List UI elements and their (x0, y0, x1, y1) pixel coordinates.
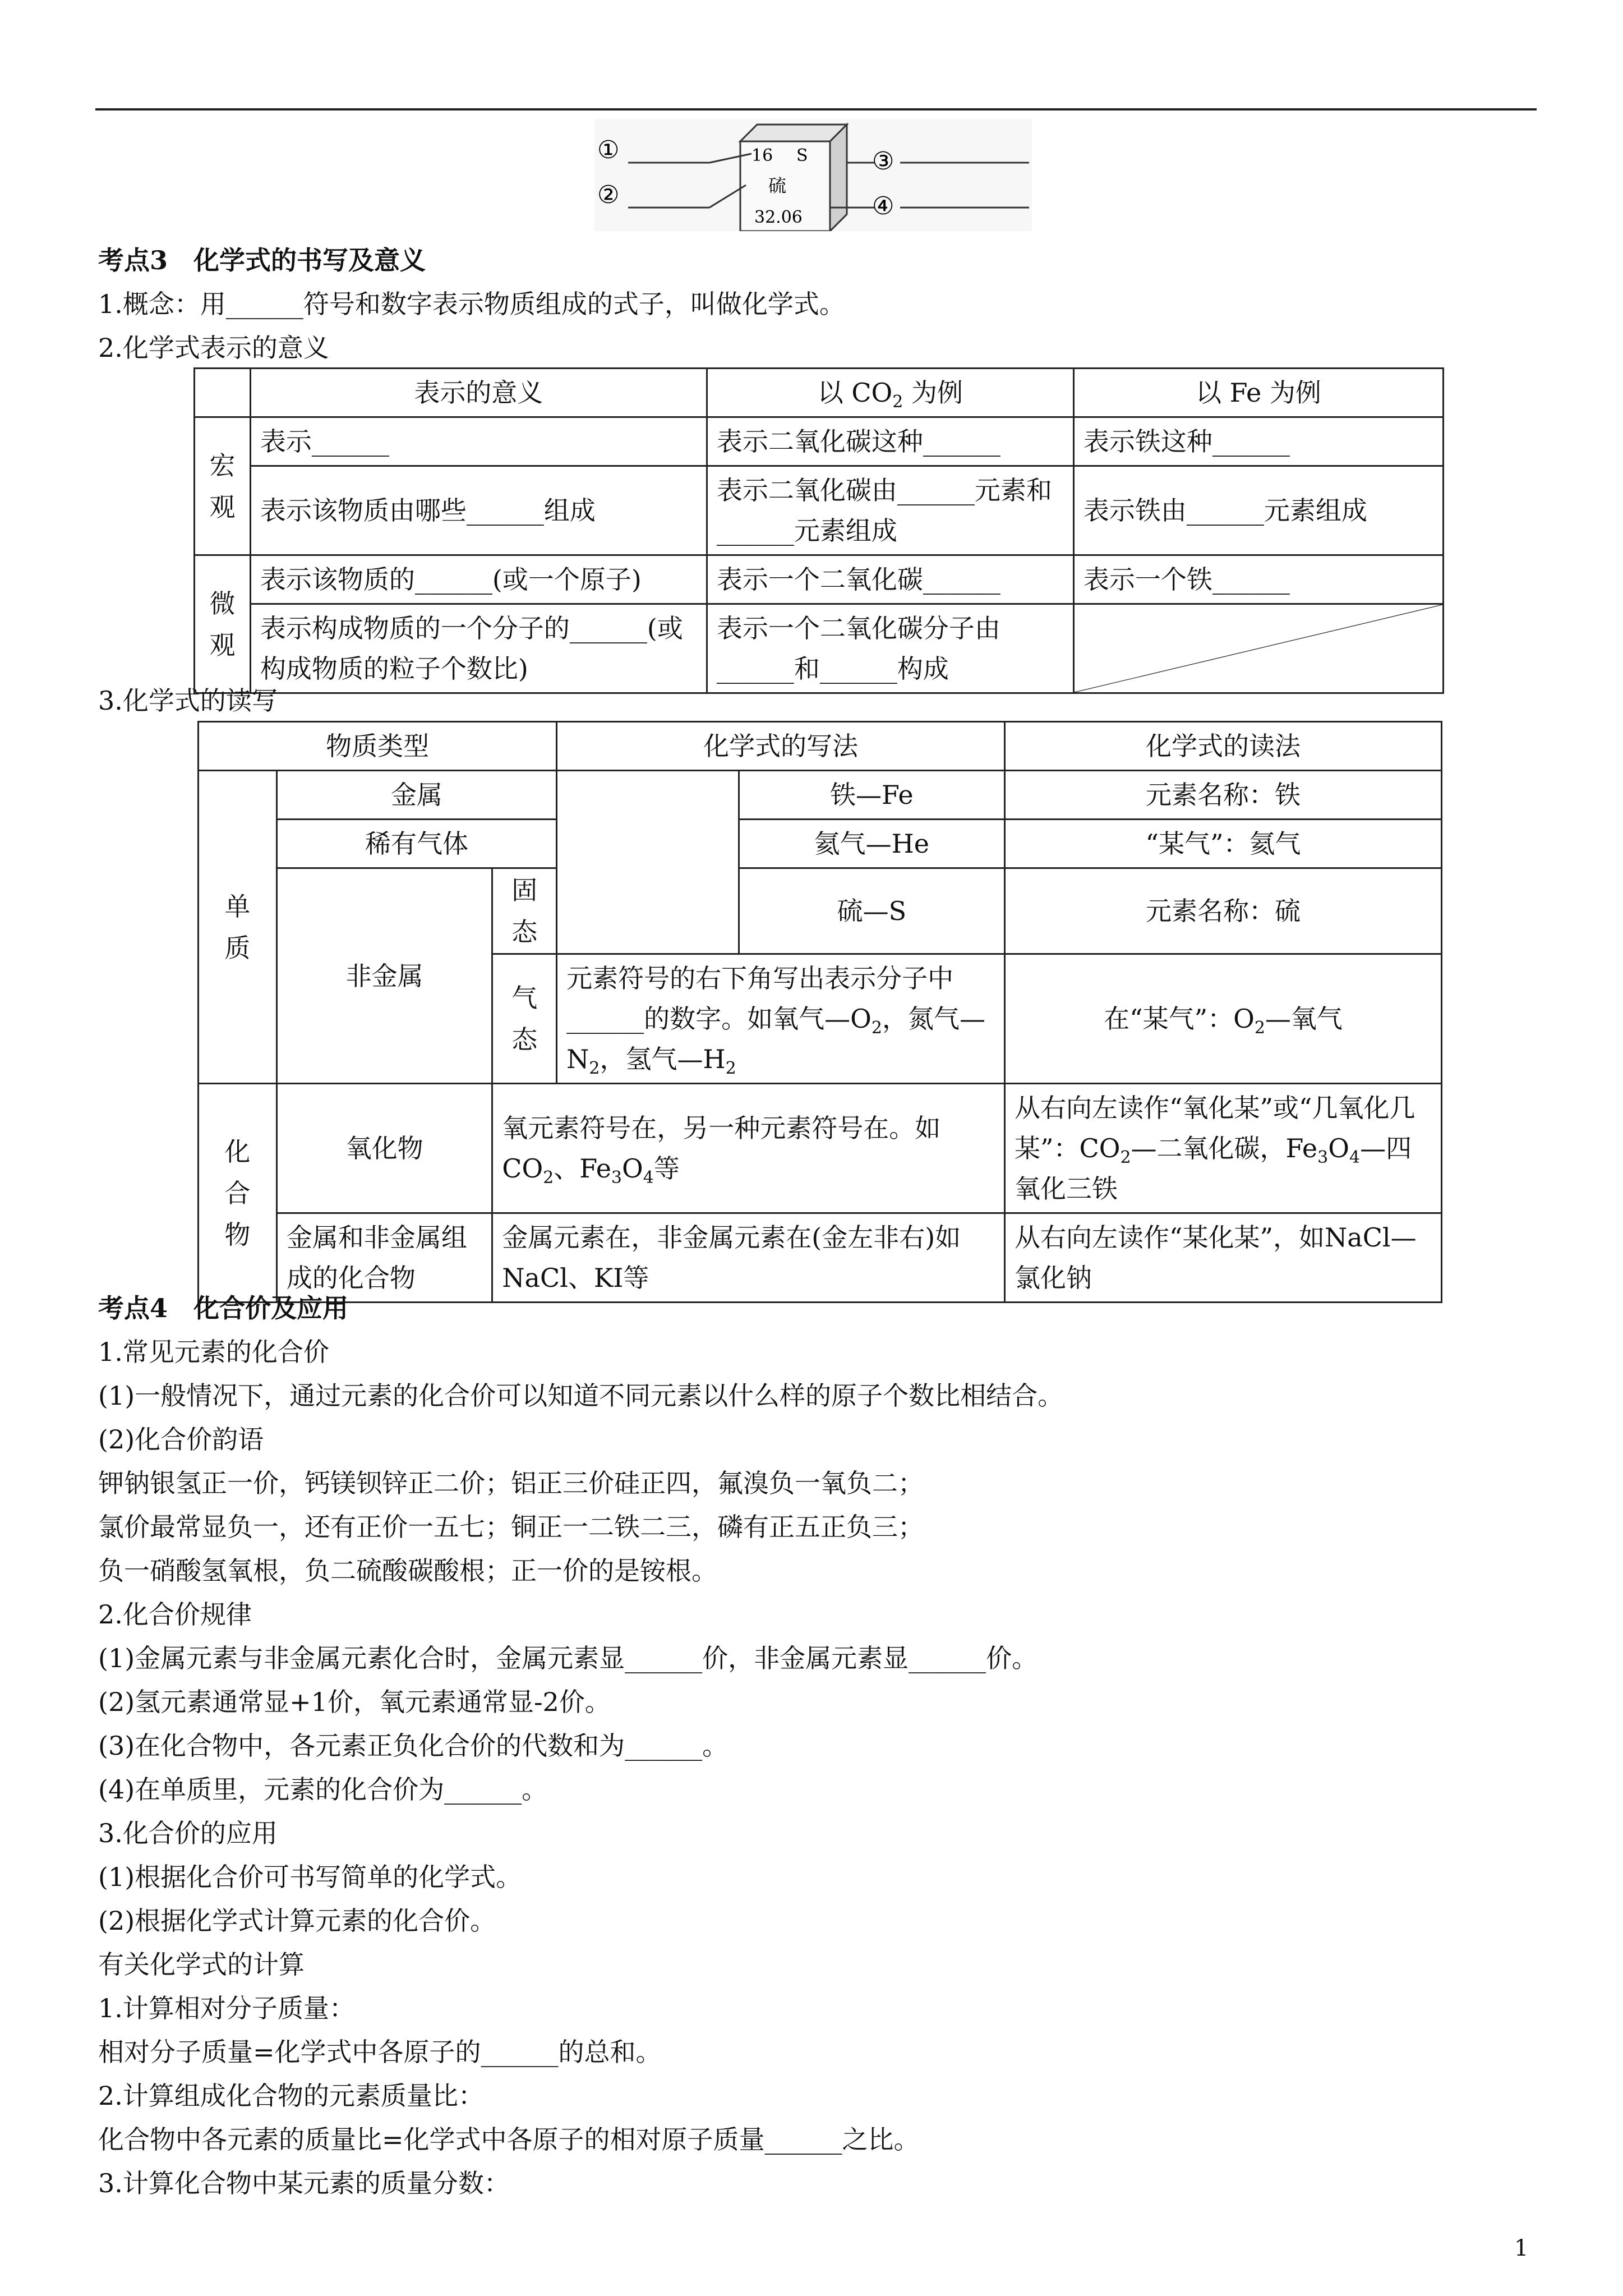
section4-line: 3.化合价的应用 (98, 1818, 278, 1848)
table-cell: 元素名称：硫 (1005, 868, 1442, 954)
table-cell: 元素符号的右下角写出表示分子中______的数字。如氧气$—O_2$，氮气$—N_2$，氢气$—H_2$ (557, 954, 1005, 1084)
page-number: 1 (1514, 2235, 1529, 2261)
meaning-table (193, 367, 1444, 694)
table-row (195, 417, 1444, 466)
table-cell: 金属和非金属组成的化合物 (276, 1213, 492, 1303)
section4-title: 考点4 化合价及应用 (98, 1293, 349, 1323)
section4-line: 氯价最常显负一，还有正价一五七；铜正一二铁二三，磷有正五正负三； (98, 1512, 924, 1542)
readwrite-table (197, 721, 1442, 1303)
table-cell: 铁—Fe (739, 771, 1004, 820)
table-cell: 从右向左读作“氧化某”或“几氧化几某”：$CO_2—$二氧化碳，$Fe_3O_4—$四氧化三铁 (1005, 1084, 1442, 1213)
header-write: 化学式的写法 (557, 722, 1005, 771)
section4-line: 2.化合价规律 (98, 1599, 252, 1630)
section4-line: (2)化合价韵语 (98, 1424, 264, 1455)
meaning-table-header (195, 369, 1444, 417)
header-meaning: 表示的意义 (250, 369, 707, 417)
section4-line: (1)根据化合价可书写简单的化学式。 (98, 1862, 522, 1892)
figure-label-1: ① (597, 136, 620, 164)
sulfur-element-figure (594, 119, 1032, 231)
table-cell: 表示该物质的______(或一个原子) (250, 555, 707, 604)
section4-line: (2)根据化学式计算元素的化合价。 (98, 1906, 496, 1936)
header-fe: 以 Fe 为例 (1073, 369, 1443, 417)
section4-line: 化合物中各元素的质量比=化学式中各原子的相对原子质量______之比。 (98, 2124, 920, 2155)
table-cell: 元素名称：铁 (1005, 771, 1442, 820)
table-cell: 金属 (276, 771, 556, 820)
table-cell: 表示一个铁______ (1073, 555, 1443, 604)
section4-line: (3)在化合物中，各元素正负化合价的代数和为______。 (98, 1731, 728, 1761)
micro-label: 微 观 (195, 555, 251, 693)
figure-symbol: S (796, 146, 808, 165)
table-cell: 表示二氧化碳由______元素和______元素组成 (707, 466, 1073, 555)
section4-line: 负一硝酸氢氧根，负二硫酸碳酸根；正一价的是铵根。 (98, 1556, 717, 1586)
figure-label-2: ② (597, 181, 620, 209)
section4-line: 1.计算相对分子质量： (98, 1993, 355, 2023)
table-cell: 表示构成物质的一个分子的______(或构成物质的粒子个数比) (250, 604, 707, 693)
figure-mass: 32.06 (754, 208, 803, 227)
table-cell: 表示铁由______元素组成 (1073, 466, 1443, 555)
table-cell: 表示二氧化碳这种______ (707, 417, 1073, 466)
gas-label: 气 态 (492, 954, 557, 1084)
figure-atomic-number: 16 (751, 146, 773, 165)
readwrite-header (199, 722, 1442, 771)
header-rule (95, 108, 1537, 111)
table-cell: 氧元素符号在，另一种元素符号在。如$CO_2$、$Fe_3O_4$等 (492, 1084, 1005, 1213)
section3-title: 考点3 化学式的书写及意义 (98, 245, 426, 275)
section4-line: 3.计算化合物中某元素的质量分数： (98, 2168, 510, 2198)
solid-label: 固 态 (492, 868, 557, 954)
section3-concept: 1.概念：用______符号和数字表示物质组成的式子，叫做化学式。 (98, 289, 845, 319)
table-cell: 从右向左读作“某化某”，如NaCl—氯化钠 (1005, 1213, 1442, 1303)
table-row (199, 868, 1442, 954)
section3-readwrite-heading: 3.化学式的读写 (98, 685, 278, 716)
section4-line: 2.计算组成化合物的元素质量比： (98, 2081, 484, 2111)
section4-line: 1.常见元素的化合价 (98, 1337, 329, 1367)
macro-label: 宏 观 (195, 417, 251, 555)
table-row (199, 1084, 1442, 1213)
section4-line: (1)一般情况下，通过元素的化合价可以知道不同元素以什么样的原子个数比相结合。 (98, 1381, 1064, 1411)
header-type: 物质类型 (199, 722, 557, 771)
table-cell: 氦气—He (739, 820, 1004, 868)
table-cell: 表示一个二氧化碳分子由______和______构成 (707, 604, 1073, 693)
figure-name: 硫 (768, 175, 787, 196)
section4-line: (4)在单质里，元素的化合价为______。 (98, 1774, 548, 1805)
section4-line: (1)金属元素与非金属元素化合时，金属元素显______价，非金属元素显______价。 (98, 1643, 1038, 1673)
simple-substance-label: 单 质 (199, 771, 277, 1084)
section4-line: (2)氢元素通常显+1价，氧元素通常显-2价。 (98, 1687, 611, 1717)
table-cell: 表示铁这种______ (1073, 417, 1443, 466)
compound-label: 化 合 物 (199, 1084, 277, 1303)
table-cell: 金属元素在，非金属元素在(金左非右)如NaCl、KI等 (492, 1213, 1005, 1303)
header-co2: 以 $CO_2$ 为例 (707, 369, 1073, 417)
table-cell: 表示一个二氧化碳______ (707, 555, 1073, 604)
section4-line: 相对分子质量=化学式中各原子的______的总和。 (98, 2037, 662, 2067)
table-cell: 在“某气”：$O_2—$氧气 (1005, 954, 1442, 1084)
figure-label-3: ③ (872, 147, 895, 176)
header-read: 化学式的读法 (1005, 722, 1442, 771)
table-cell: 表示该物质由哪些______组成 (250, 466, 707, 555)
table-cell: 硫—S (739, 868, 1004, 954)
section4-line: 钾钠银氢正一价，钙镁钡锌正二价；铝正三价硅正四，氟溴负一氧负二； (98, 1468, 924, 1498)
table-row (199, 820, 1442, 868)
table-cell: 稀有气体 (276, 820, 556, 868)
table-cell: 氧化物 (276, 1084, 492, 1213)
table-cell: 表示______ (250, 417, 707, 466)
section4-line: 有关化学式的计算 (98, 1949, 305, 1980)
table-cell: 非金属 (276, 868, 492, 1084)
table-row (199, 771, 1442, 820)
figure-label-4: ④ (872, 192, 895, 220)
table-row (195, 466, 1444, 555)
table-cell: “某气”：氦气 (1005, 820, 1442, 868)
section3-meaning-heading: 2.化学式表示的意义 (98, 333, 329, 363)
table-row (195, 555, 1444, 604)
